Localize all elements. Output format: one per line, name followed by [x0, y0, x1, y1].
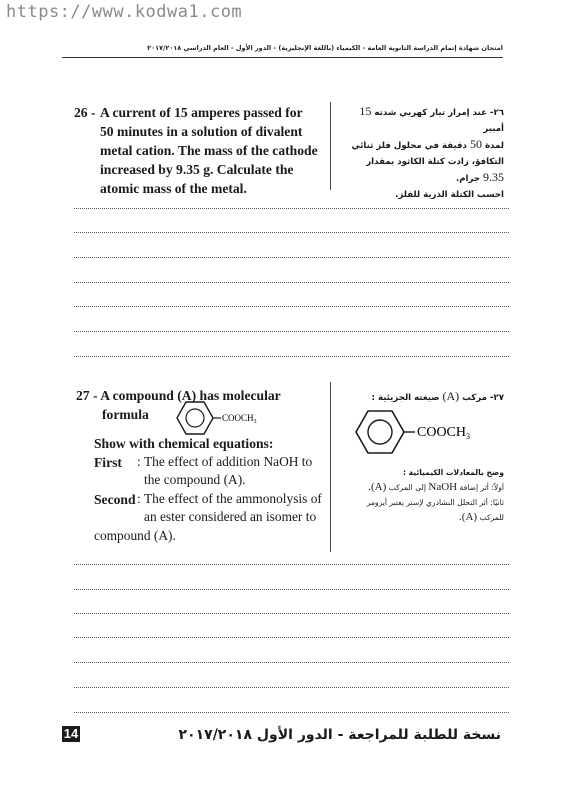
q26-ar-line-3: التكافؤ، زادت كتلة الكاثود بمقدار — [366, 156, 504, 167]
q27-ar-second-n: (A). — [459, 510, 478, 523]
svg-text:COOCH3: $COOCH_3$ — [222, 413, 257, 425]
q27-ar-second-1: ثانيًا: أثر التحلل النشادري لإستر يعتبر أيزومر — [366, 497, 504, 507]
q27-first-line-2: the compound (A). — [144, 472, 246, 488]
q26-ar-unit: أمبير — [483, 123, 504, 134]
answer-line[interactable] — [74, 208, 509, 209]
q26-ar-line-2b: دقيقة في محلول فلز ثنائي — [351, 141, 467, 151]
exam-header: امتحان شهادة إتمام الدراسة الثانوية العامة - الكيمياء (باللغة الإنجليزية) - الدور الأول - العام الدراسي ٢٠١٧/٢٠١٨ — [147, 44, 503, 52]
svg-text:COOCH3: $COOCH_3$ — [417, 425, 471, 441]
benzene-structure-small — [167, 400, 267, 441]
q27-second-line-2: an ester considered an isomer to — [144, 509, 317, 525]
question-number: 26 - — [74, 105, 96, 120]
answer-line[interactable] — [74, 331, 509, 332]
q27-ar-first-b: إلى المركب — [388, 482, 426, 492]
answer-line[interactable] — [74, 282, 509, 283]
q27-ar-first-c: (A). — [368, 480, 387, 493]
q27-ar-title-b: صيغته الجزيئية : — [371, 393, 440, 403]
answer-line[interactable] — [74, 589, 509, 590]
answer-line[interactable] — [74, 613, 509, 614]
q26-line-1: A current of 15 amperes passed for — [100, 105, 303, 120]
q26-ar-minutes: 50 — [469, 137, 482, 151]
question-26-english — [74, 103, 326, 198]
q27-ar-first: أولاً: أثر إضافة — [459, 482, 504, 492]
watermark-url: https://www.kodwa1.com — [6, 2, 243, 22]
answer-line[interactable] — [74, 306, 509, 307]
q27-show-heading: Show with chemical equations: — [94, 436, 274, 451]
q27-second-line-3: compound (A). — [94, 527, 176, 543]
q27-line-1: A compound (A) has molecular — [100, 388, 281, 403]
q27-ar-second-2: للمركب — [479, 512, 504, 522]
q26-ar-line-4: جرام. — [455, 174, 480, 184]
q26-line-2: 50 minutes in a solution of divalent — [100, 124, 303, 139]
q27-first-label: First — [94, 455, 122, 470]
q26-ar-mass: 9.35 — [483, 170, 504, 184]
q27-ar-naoh: NaOH — [428, 480, 458, 493]
q26-line-3: metal cation. The mass of the cathode — [100, 143, 318, 158]
question-26-arabic — [336, 104, 504, 203]
column-divider — [330, 102, 331, 190]
q26-line-4: increased by 9.35 g. Calculate the — [100, 162, 294, 177]
q26-ar-line-1: ٢٦- عند إمرار تيار كهربي شدته — [374, 108, 504, 118]
page-number: 14 — [63, 726, 79, 741]
q27-first-line-1: The effect of addition NaOH to — [144, 454, 313, 469]
answer-line[interactable] — [74, 662, 509, 663]
answer-line[interactable] — [74, 232, 509, 233]
benzene-structure-large — [352, 408, 482, 461]
q27-line-2: formula — [102, 407, 149, 422]
answer-line[interactable] — [74, 712, 509, 713]
q26-line-5: atomic mass of the metal. — [100, 181, 247, 196]
q27-second: Second : The effect of the ammonolysis of an ester considered an isomer to — [76, 490, 328, 527]
answer-line[interactable] — [74, 687, 509, 688]
q27-second-label: Second — [94, 491, 136, 507]
q26-ar-line-5: احسب الكتلة الذرية للفلز. — [395, 189, 504, 200]
q27-ar-show: وضح بالمعادلات الكيميائية : — [402, 467, 504, 477]
q26-ar-line-2: لمدة — [484, 141, 504, 151]
q27-ar-compound: (A) — [442, 389, 460, 403]
footer-title: نسخة للطلبة للمراجعة - الدور الأول ٢٠١٧/٢٠١٨ — [178, 727, 501, 743]
answer-line[interactable] — [74, 257, 509, 258]
q27-first: First : The effect of addition NaOH to the compound (A). — [76, 453, 328, 490]
answer-line[interactable] — [74, 637, 509, 638]
answer-line[interactable] — [74, 356, 509, 357]
q26-ar-current: 15 — [359, 104, 372, 118]
column-divider — [330, 382, 331, 552]
q27-ar-title: ٢٧- مركب — [462, 393, 504, 403]
answer-line[interactable] — [74, 564, 509, 565]
question-number: 27 - — [76, 388, 98, 403]
header-divider — [62, 57, 503, 58]
q27-second-line-1: The effect of the ammonolysis of — [144, 490, 322, 506]
